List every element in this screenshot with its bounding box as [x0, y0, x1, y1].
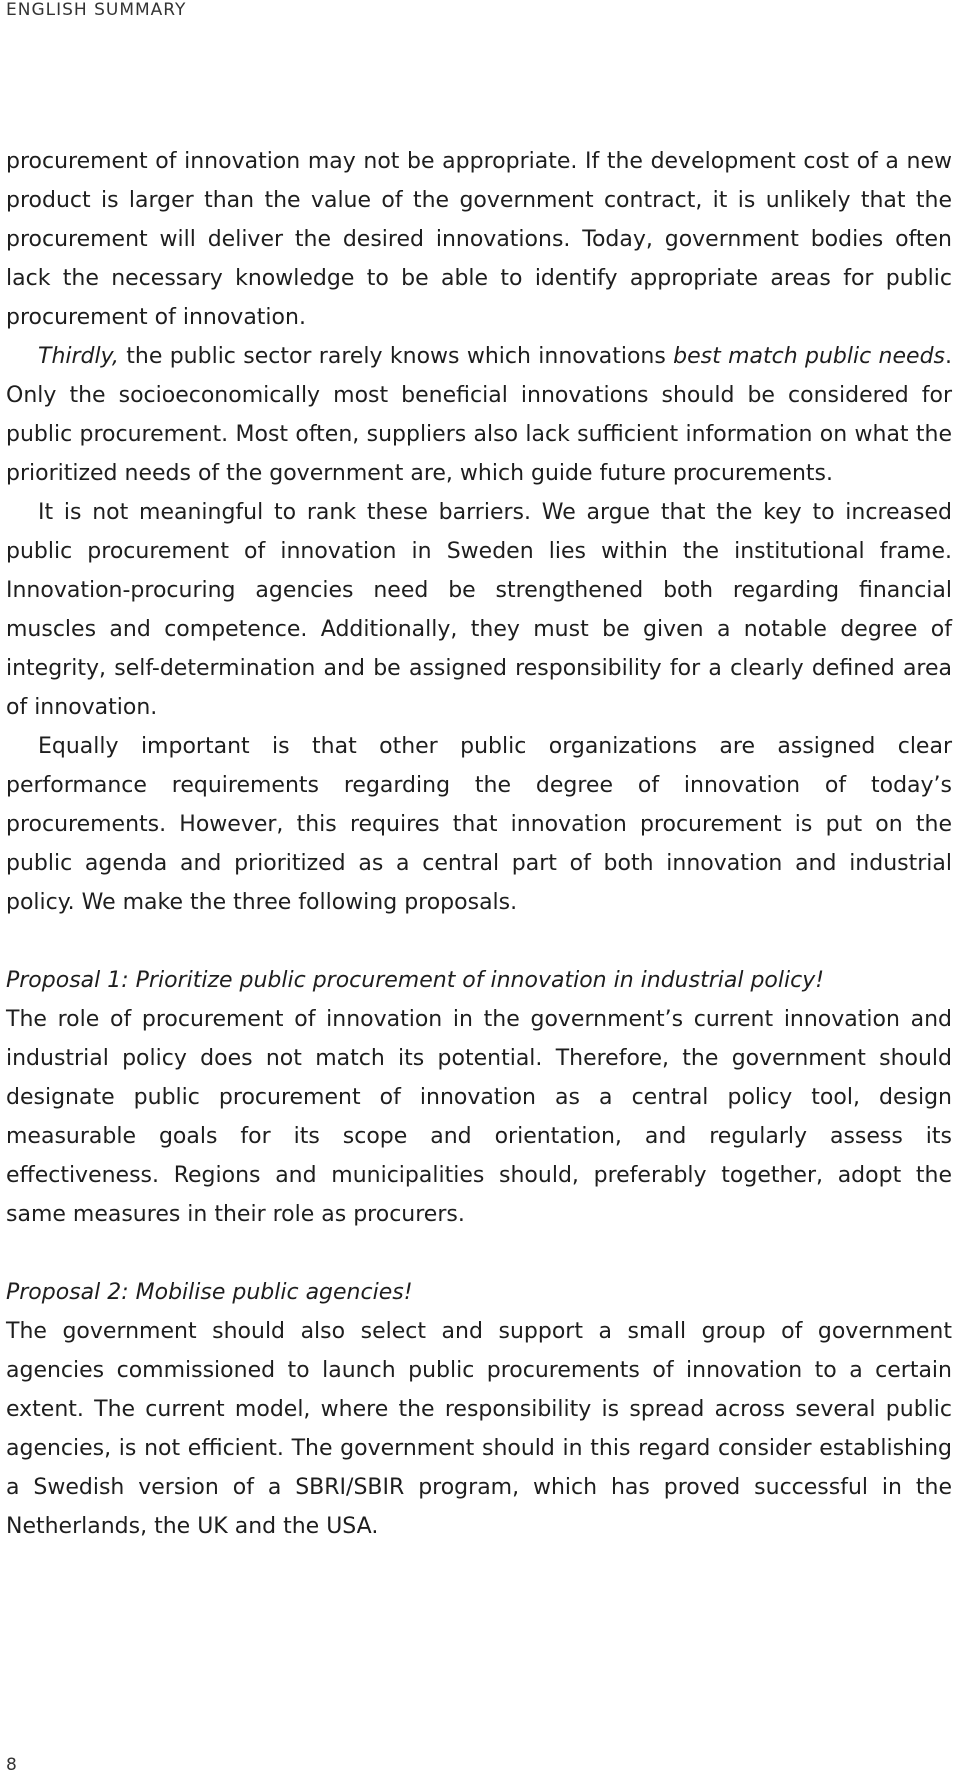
proposal-2-title: Proposal 2: Mobilise public agencies! — [6, 1280, 413, 1305]
document-body — [6, 142, 952, 1546]
emphasis-thirdly: Thirdly, — [38, 344, 119, 369]
emphasis-best-match: best match public needs — [673, 344, 945, 369]
paragraph-text: . Only the socioeconomically most beneficial innovations should be considered for public procurement. Most often, suppliers also lack sufficient information on what the prioritized needs of the government are, which guide future procurements. — [6, 344, 952, 486]
paragraph-barriers-cost: procurement of innovation may not be appropriate. If the development cost of a new product is larger than the value of the government contract, it is unlikely that the procurement will deliver the desired innovations. Today, government bodies often lack the necessary knowledge to be able to identify appropriate areas for public procurement of innovation. — [6, 149, 952, 330]
paragraph-institutional-frame: It is not meaningful to rank these barriers. We argue that the key to increased public procurement of innovation in Sweden lies within the institutional frame. Innovation-procuring agencies need be strengthened both regarding financial muscles and competence. Additionally, they must be given a notable degree of integrity, self-determination and be assigned responsibility for a clearly defined area of innovation. — [6, 500, 952, 720]
page-number: 8 — [6, 1755, 17, 1775]
paragraph-barriers-needs — [6, 337, 952, 493]
running-header: ENGLISH SUMMARY — [6, 0, 187, 20]
proposal-1-text: The role of procurement of innovation in the government’s current innovation and industrial policy does not match its potential. Therefore, the government should designate public procurement of innovation as a central policy tool, design measurable goals for its scope and orientation, and regularly assess its effectiveness. Regions and municipalities should, preferably together, adopt the same measures in their role as procurers. — [6, 1007, 952, 1227]
paragraph-performance-requirements: Equally important is that other public organizations are assigned clear performance requirements regarding the degree of innovation of today’s procurements. However, this requires that innovation procurement is put on the public agenda and prioritized as a central part of both innovation and industrial policy. We make the three following proposals. — [6, 734, 952, 915]
paragraph-text: the public sector rarely knows which innovations — [118, 344, 674, 369]
proposal-2-text: The government should also select and support a small group of government agencies commissioned to launch public procurements of innovation to a certain extent. The current model, where the responsibility is spread across several public agencies, is not efficient. The government should in this regard consider establishing a Swedish version of a SBRI/SBIR program, which has proved successful in the Netherlands, the UK and the USA. — [6, 1319, 952, 1539]
proposal-1-title: Proposal 1: Prioritize public procurement of innovation in industrial policy! — [6, 968, 825, 993]
